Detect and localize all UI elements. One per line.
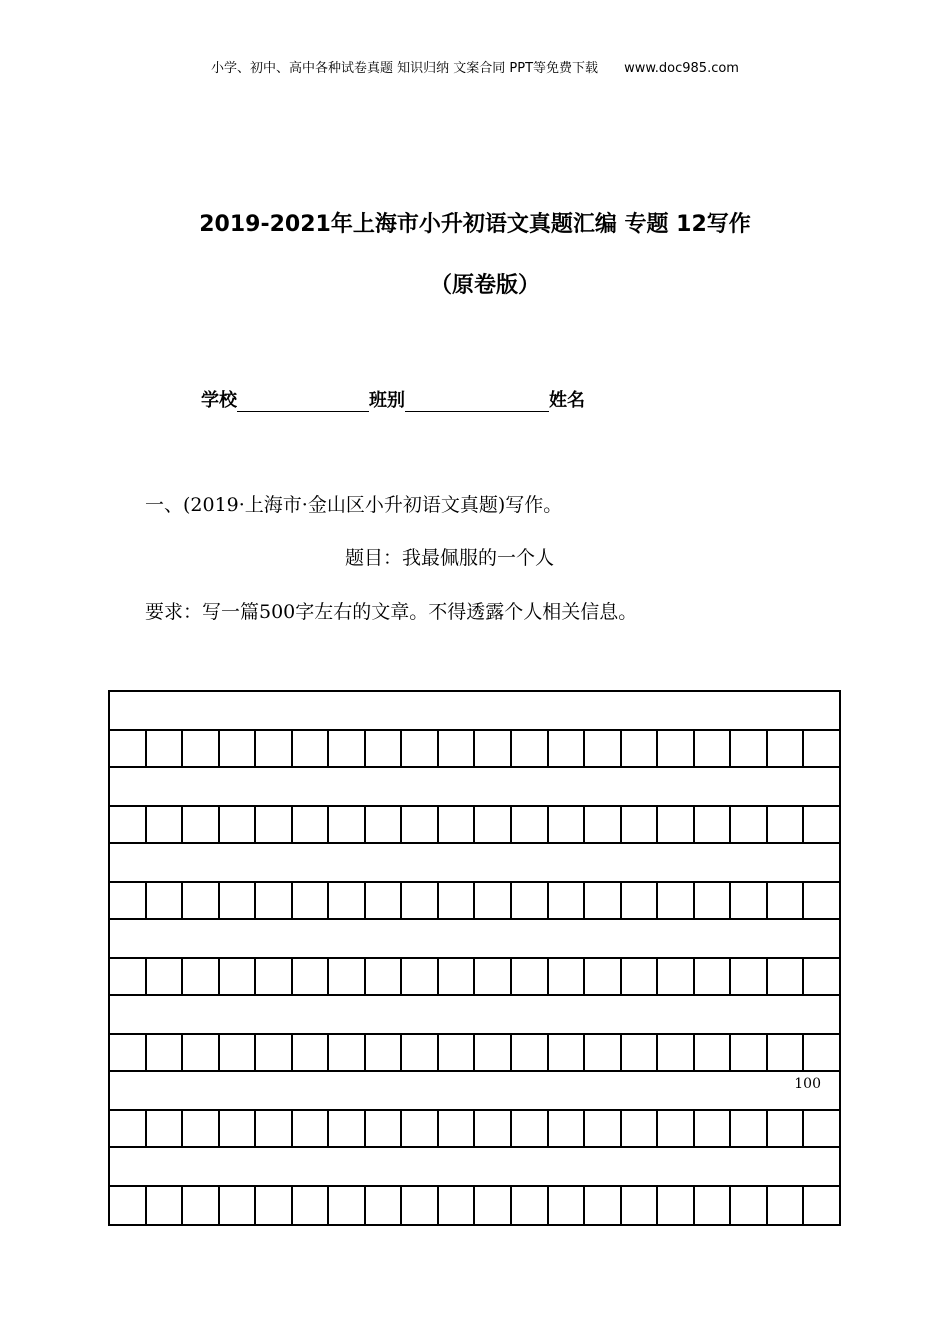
word-count-marker: 100 (794, 1076, 821, 1092)
grid-cell[interactable] (256, 959, 293, 994)
grid-cell[interactable] (183, 1035, 220, 1070)
grid-cell[interactable] (475, 959, 512, 994)
grid-cell[interactable] (183, 883, 220, 918)
grid-cell[interactable] (585, 883, 622, 918)
question-requirement: 要求：写一篇500字左右的文章。不得透露个人相关信息。 (145, 601, 638, 623)
grid-cell[interactable] (329, 883, 366, 918)
grid-cell[interactable] (731, 731, 768, 766)
grid-cell[interactable] (329, 731, 366, 766)
grid-cell[interactable] (293, 1035, 330, 1070)
grid-cell[interactable] (147, 807, 184, 842)
grid-cell[interactable] (366, 807, 403, 842)
grid-cell[interactable] (256, 883, 293, 918)
grid-cell-row (110, 959, 839, 996)
grid-cell[interactable] (768, 883, 805, 918)
grid-cell[interactable] (512, 1111, 549, 1146)
grid-cell[interactable] (147, 731, 184, 766)
grid-cell[interactable] (658, 731, 695, 766)
grid-cell[interactable] (256, 1187, 293, 1224)
grid-cell-row (110, 1111, 839, 1148)
grid-cell[interactable] (366, 731, 403, 766)
grid-cell[interactable] (366, 1035, 403, 1070)
grid-cell[interactable] (658, 1187, 695, 1224)
grid-cell[interactable] (110, 731, 147, 766)
grid-cell[interactable] (512, 731, 549, 766)
class-blank[interactable] (405, 391, 549, 412)
grid-cell[interactable] (366, 959, 403, 994)
school-blank[interactable] (237, 391, 369, 412)
grid-cell[interactable] (439, 731, 476, 766)
grid-spacer-row (110, 996, 839, 1035)
grid-cell[interactable] (585, 1035, 622, 1070)
grid-cell[interactable] (256, 731, 293, 766)
grid-cell[interactable] (585, 959, 622, 994)
grid-cell[interactable] (622, 807, 659, 842)
grid-cell[interactable] (329, 959, 366, 994)
grid-cell[interactable] (768, 731, 805, 766)
grid-cell[interactable] (256, 1035, 293, 1070)
grid-cell[interactable] (622, 959, 659, 994)
grid-cell[interactable] (147, 883, 184, 918)
grid-cell[interactable] (439, 1111, 476, 1146)
grid-cell[interactable] (512, 1035, 549, 1070)
header-text: 小学、初中、高中各种试卷真题 知识归纳 文案合同 PPT等免费下载 (211, 61, 599, 76)
grid-cell[interactable] (439, 1187, 476, 1224)
grid-spacer-row (110, 1072, 839, 1111)
grid-cell[interactable] (475, 1111, 512, 1146)
grid-cell[interactable] (512, 959, 549, 994)
grid-cell[interactable] (329, 807, 366, 842)
grid-cell[interactable] (549, 807, 586, 842)
grid-cell[interactable] (658, 1111, 695, 1146)
grid-cell[interactable] (402, 731, 439, 766)
grid-cell[interactable] (402, 1035, 439, 1070)
grid-cell[interactable] (366, 1187, 403, 1224)
grid-cell[interactable] (220, 731, 257, 766)
grid-cell[interactable] (549, 1187, 586, 1224)
class-label: 班别 (369, 390, 405, 411)
grid-cell[interactable] (110, 883, 147, 918)
grid-spacer-row (110, 920, 839, 959)
page-header (0, 57, 950, 76)
grid-cell[interactable] (731, 1111, 768, 1146)
grid-cell-row (110, 1035, 839, 1072)
grid-cell[interactable] (804, 1035, 839, 1070)
question-heading: 一、(2019·上海市·金山区小升初语文真题)写作。 (145, 494, 563, 516)
grid-cell[interactable] (622, 1035, 659, 1070)
grid-cell[interactable] (220, 1035, 257, 1070)
grid-cell[interactable] (804, 883, 839, 918)
grid-cell[interactable] (293, 883, 330, 918)
grid-cell[interactable] (110, 959, 147, 994)
grid-cell[interactable] (585, 1111, 622, 1146)
grid-cell[interactable] (622, 883, 659, 918)
grid-cell[interactable] (329, 1111, 366, 1146)
grid-cell[interactable] (366, 1111, 403, 1146)
grid-cell[interactable] (658, 1035, 695, 1070)
grid-cell[interactable] (220, 959, 257, 994)
grid-cell[interactable] (220, 807, 257, 842)
grid-cell[interactable] (402, 883, 439, 918)
grid-cell[interactable] (768, 1187, 805, 1224)
grid-cell[interactable] (585, 1187, 622, 1224)
grid-cell[interactable] (695, 807, 732, 842)
grid-cell[interactable] (439, 807, 476, 842)
grid-cell[interactable] (731, 807, 768, 842)
grid-cell[interactable] (731, 959, 768, 994)
school-label: 学校 (201, 390, 237, 411)
page-subtitle: （原卷版） (429, 273, 540, 298)
grid-cell[interactable] (475, 883, 512, 918)
grid-cell[interactable] (731, 883, 768, 918)
grid-cell[interactable] (110, 1111, 147, 1146)
grid-cell[interactable] (585, 731, 622, 766)
grid-cell[interactable] (110, 807, 147, 842)
grid-spacer-row (110, 692, 839, 731)
grid-cell[interactable] (402, 959, 439, 994)
grid-cell[interactable] (549, 1111, 586, 1146)
grid-cell[interactable] (293, 731, 330, 766)
grid-cell[interactable] (183, 1187, 220, 1224)
grid-cell[interactable] (329, 1035, 366, 1070)
grid-cell[interactable] (695, 1187, 732, 1224)
grid-cell[interactable] (658, 807, 695, 842)
grid-cell[interactable] (768, 1111, 805, 1146)
grid-cell[interactable] (183, 959, 220, 994)
grid-cell[interactable] (147, 1187, 184, 1224)
grid-cell[interactable] (475, 1187, 512, 1224)
student-info-line (201, 386, 585, 412)
grid-spacer-row (110, 768, 839, 807)
grid-cell[interactable] (549, 1035, 586, 1070)
grid-cell[interactable] (439, 959, 476, 994)
grid-cell-row (110, 1187, 839, 1224)
grid-cell[interactable] (804, 1111, 839, 1146)
grid-cell[interactable] (512, 1187, 549, 1224)
grid-cell[interactable] (658, 883, 695, 918)
grid-cell[interactable] (549, 731, 586, 766)
grid-cell[interactable] (475, 731, 512, 766)
grid-cell[interactable] (512, 807, 549, 842)
grid-cell[interactable] (402, 807, 439, 842)
grid-cell[interactable] (622, 731, 659, 766)
grid-cell[interactable] (439, 1035, 476, 1070)
grid-cell[interactable] (147, 1111, 184, 1146)
grid-cell[interactable] (183, 807, 220, 842)
page-title: 2019-2021年上海市小升初语文真题汇编 专题 12写作 (199, 212, 751, 237)
name-label: 姓名 (549, 390, 585, 411)
grid-cell-row (110, 731, 839, 768)
grid-cell[interactable] (366, 883, 403, 918)
grid-cell[interactable] (549, 883, 586, 918)
grid-cell[interactable] (585, 807, 622, 842)
grid-cell[interactable] (293, 959, 330, 994)
grid-cell[interactable] (731, 1187, 768, 1224)
grid-cell[interactable] (110, 1187, 147, 1224)
grid-cell[interactable] (512, 883, 549, 918)
grid-cell[interactable] (147, 1035, 184, 1070)
grid-cell[interactable] (804, 731, 839, 766)
grid-cell[interactable] (220, 1187, 257, 1224)
grid-cell[interactable] (183, 731, 220, 766)
grid-cell[interactable] (220, 1111, 257, 1146)
grid-cell[interactable] (256, 807, 293, 842)
grid-cell[interactable] (329, 1187, 366, 1224)
grid-cell[interactable] (768, 807, 805, 842)
header-url[interactable]: www.doc985.com (624, 61, 739, 76)
grid-cell[interactable] (731, 1035, 768, 1070)
grid-cell[interactable] (293, 1187, 330, 1224)
grid-cell[interactable] (147, 959, 184, 994)
grid-cell[interactable] (695, 959, 732, 994)
grid-cell[interactable] (475, 1035, 512, 1070)
grid-cell[interactable] (549, 959, 586, 994)
grid-cell[interactable] (293, 807, 330, 842)
grid-cell[interactable] (768, 959, 805, 994)
grid-spacer-row (110, 1148, 839, 1187)
grid-cell[interactable] (804, 807, 839, 842)
grid-cell[interactable] (804, 959, 839, 994)
grid-cell[interactable] (622, 1187, 659, 1224)
grid-cell[interactable] (804, 1187, 839, 1224)
grid-cell[interactable] (256, 1111, 293, 1146)
grid-spacer-row (110, 844, 839, 883)
writing-grid (108, 690, 841, 1226)
grid-cell[interactable] (695, 1111, 732, 1146)
grid-cell[interactable] (658, 959, 695, 994)
grid-cell[interactable] (402, 1187, 439, 1224)
grid-cell[interactable] (110, 1035, 147, 1070)
grid-cell[interactable] (695, 731, 732, 766)
grid-cell[interactable] (439, 883, 476, 918)
grid-cell[interactable] (622, 1111, 659, 1146)
grid-cell[interactable] (768, 1035, 805, 1070)
grid-cell[interactable] (475, 807, 512, 842)
grid-cell-row (110, 883, 839, 920)
grid-cell[interactable] (695, 883, 732, 918)
grid-cell-row (110, 807, 839, 844)
grid-cell[interactable] (183, 1111, 220, 1146)
grid-cell[interactable] (695, 1035, 732, 1070)
grid-cell[interactable] (402, 1111, 439, 1146)
question-topic: 题目：我最佩服的一个人 (345, 547, 555, 569)
grid-cell[interactable] (293, 1111, 330, 1146)
grid-cell[interactable] (220, 883, 257, 918)
